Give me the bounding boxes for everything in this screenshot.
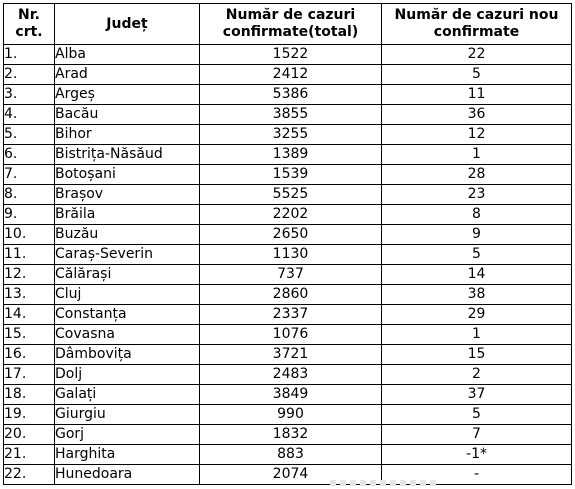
new-confirmed-cell: 11 — [382, 85, 572, 105]
county-name-cell: Hunedoara — [55, 465, 200, 485]
county-name-cell: Covasna — [55, 325, 200, 345]
table-row — [4, 345, 572, 365]
total-confirmed-cell: 3849 — [200, 385, 382, 405]
total-confirmed-cell: 5525 — [200, 185, 382, 205]
table-row — [4, 265, 572, 285]
county-name-cell: Galați — [55, 385, 200, 405]
row-number-cell: 15. — [4, 325, 55, 345]
header-new-confirmed: Număr de cazuri nou confirmate — [382, 4, 572, 45]
row-number-cell: 8. — [4, 185, 55, 205]
row-number-cell: 9. — [4, 205, 55, 225]
row-number-cell: 13. — [4, 285, 55, 305]
table-row — [4, 205, 572, 225]
table-row — [4, 405, 572, 425]
covid-cases-table — [3, 3, 572, 485]
total-confirmed-cell: 2650 — [200, 225, 382, 245]
table-row — [4, 105, 572, 125]
total-confirmed-cell: 737 — [200, 265, 382, 285]
table-row — [4, 185, 572, 205]
row-number-cell: 2. — [4, 65, 55, 85]
county-name-cell: Bacău — [55, 105, 200, 125]
table-row — [4, 465, 572, 485]
table-body — [4, 45, 572, 485]
row-number-cell: 10. — [4, 225, 55, 245]
county-name-cell: Constanța — [55, 305, 200, 325]
new-confirmed-cell: - — [382, 465, 572, 485]
row-number-cell: 21. — [4, 445, 55, 465]
total-confirmed-cell: 1832 — [200, 425, 382, 445]
new-confirmed-cell: 8 — [382, 205, 572, 225]
new-confirmed-cell: 5 — [382, 65, 572, 85]
row-number-cell: 16. — [4, 345, 55, 365]
total-confirmed-cell: 3721 — [200, 345, 382, 365]
row-number-cell: 1. — [4, 45, 55, 65]
row-number-cell: 12. — [4, 265, 55, 285]
table-row — [4, 245, 572, 265]
county-name-cell: Cluj — [55, 285, 200, 305]
new-confirmed-cell: 23 — [382, 185, 572, 205]
county-name-cell: Alba — [55, 45, 200, 65]
total-confirmed-cell: 2860 — [200, 285, 382, 305]
table-row — [4, 165, 572, 185]
header-county: Județ — [55, 4, 200, 45]
county-name-cell: Gorj — [55, 425, 200, 445]
new-confirmed-cell: 37 — [382, 385, 572, 405]
new-confirmed-cell: 7 — [382, 425, 572, 445]
new-confirmed-cell: 38 — [382, 285, 572, 305]
row-number-cell: 4. — [4, 105, 55, 125]
new-confirmed-cell: 1 — [382, 145, 572, 165]
row-number-cell: 19. — [4, 405, 55, 425]
row-number-cell: 20. — [4, 425, 55, 445]
table-row — [4, 45, 572, 65]
row-number-cell: 6. — [4, 145, 55, 165]
new-confirmed-cell: 14 — [382, 265, 572, 285]
new-confirmed-cell: 9 — [382, 225, 572, 245]
row-number-cell: 14. — [4, 305, 55, 325]
total-confirmed-cell: 883 — [200, 445, 382, 465]
table-row — [4, 365, 572, 385]
total-confirmed-cell: 1130 — [200, 245, 382, 265]
county-name-cell: Botoșani — [55, 165, 200, 185]
table-header — [4, 4, 572, 45]
total-confirmed-cell: 2337 — [200, 305, 382, 325]
table-row — [4, 65, 572, 85]
new-confirmed-cell: 22 — [382, 45, 572, 65]
row-number-cell: 5. — [4, 125, 55, 145]
county-name-cell: Brașov — [55, 185, 200, 205]
table-row — [4, 385, 572, 405]
county-name-cell: Harghita — [55, 445, 200, 465]
county-name-cell: Călărași — [55, 265, 200, 285]
total-confirmed-cell: 1076 — [200, 325, 382, 345]
new-confirmed-cell: -1* — [382, 445, 572, 465]
county-name-cell: Brăila — [55, 205, 200, 225]
table-row — [4, 225, 572, 245]
total-confirmed-cell: 2074 — [200, 465, 382, 485]
header-nr: Nr. crt. — [4, 4, 55, 45]
table-row — [4, 305, 572, 325]
row-number-cell: 7. — [4, 165, 55, 185]
row-number-cell: 22. — [4, 465, 55, 485]
table-row — [4, 285, 572, 305]
header-total-confirmed: Număr de cazuri confirmate(total) — [200, 4, 382, 45]
county-name-cell: Caraș-Severin — [55, 245, 200, 265]
total-confirmed-cell: 2412 — [200, 65, 382, 85]
table-row — [4, 85, 572, 105]
county-name-cell: Arad — [55, 65, 200, 85]
total-confirmed-cell: 1389 — [200, 145, 382, 165]
county-name-cell: Giurgiu — [55, 405, 200, 425]
row-number-cell: 18. — [4, 385, 55, 405]
row-number-cell: 3. — [4, 85, 55, 105]
total-confirmed-cell: 990 — [200, 405, 382, 425]
table-row — [4, 145, 572, 165]
faint-watermark-mark — [330, 480, 440, 486]
total-confirmed-cell: 3855 — [200, 105, 382, 125]
table-row — [4, 325, 572, 345]
county-name-cell: Dâmbovița — [55, 345, 200, 365]
table-row — [4, 125, 572, 145]
new-confirmed-cell: 2 — [382, 365, 572, 385]
new-confirmed-cell: 5 — [382, 245, 572, 265]
new-confirmed-cell: 1 — [382, 325, 572, 345]
table-row — [4, 425, 572, 445]
county-name-cell: Bistrița-Năsăud — [55, 145, 200, 165]
county-name-cell: Buzău — [55, 225, 200, 245]
new-confirmed-cell: 5 — [382, 405, 572, 425]
header-row — [4, 4, 572, 45]
county-name-cell: Bihor — [55, 125, 200, 145]
total-confirmed-cell: 1539 — [200, 165, 382, 185]
new-confirmed-cell: 29 — [382, 305, 572, 325]
row-number-cell: 17. — [4, 365, 55, 385]
row-number-cell: 11. — [4, 245, 55, 265]
total-confirmed-cell: 2202 — [200, 205, 382, 225]
table-row — [4, 445, 572, 465]
new-confirmed-cell: 28 — [382, 165, 572, 185]
new-confirmed-cell: 36 — [382, 105, 572, 125]
new-confirmed-cell: 15 — [382, 345, 572, 365]
county-name-cell: Argeș — [55, 85, 200, 105]
total-confirmed-cell: 5386 — [200, 85, 382, 105]
county-name-cell: Dolj — [55, 365, 200, 385]
total-confirmed-cell: 1522 — [200, 45, 382, 65]
total-confirmed-cell: 2483 — [200, 365, 382, 385]
new-confirmed-cell: 12 — [382, 125, 572, 145]
total-confirmed-cell: 3255 — [200, 125, 382, 145]
